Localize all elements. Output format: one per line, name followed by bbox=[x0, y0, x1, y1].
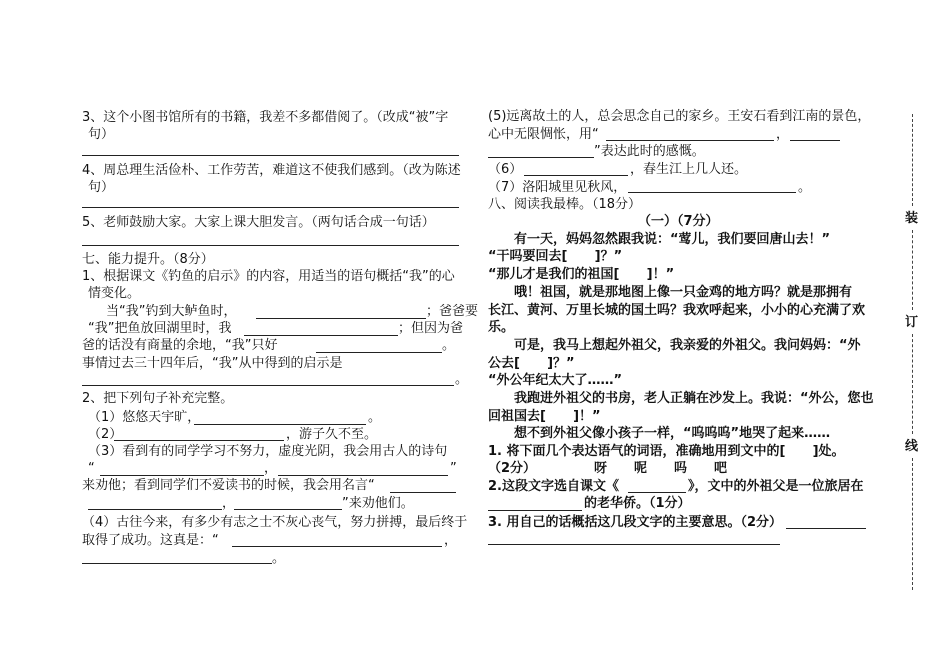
p1-line4-start: “我”把鱼放回湖里时，我 bbox=[88, 321, 232, 336]
p2-s1-start: （1）悠悠天宇旷， bbox=[88, 410, 201, 425]
p1-blank-4[interactable] bbox=[82, 385, 454, 386]
p1-line5-end: 。 bbox=[442, 338, 456, 353]
r5-text: (5)远离故土的人，总会思念自己的家乡。王安石看到江南的景色， bbox=[488, 109, 871, 124]
p2-s3-open-quote: “ bbox=[88, 461, 95, 476]
passage-para-1: 有一天，妈妈忽然跟我说：“莺儿，我们要回唐山去！” bbox=[514, 232, 831, 247]
p2-s1-blank[interactable] bbox=[194, 424, 366, 425]
p1-blank-3[interactable] bbox=[316, 352, 442, 353]
p2-title: 2、把下列句子补充完整。 bbox=[82, 391, 234, 406]
section-7-title: 七、能力提升。（8分） bbox=[82, 252, 214, 267]
passage-heading: （一）（7分） bbox=[638, 214, 719, 229]
passage-para-6: “外公年纪太大了……” bbox=[488, 373, 623, 388]
r5-blank-1[interactable] bbox=[606, 140, 774, 141]
p2-s3-line3: 来劝他；看到同学们不爱读书的时候，我会用名言“ bbox=[82, 478, 375, 493]
binding-dashed-line-3 bbox=[912, 334, 913, 434]
q5-answer-line[interactable] bbox=[82, 245, 459, 246]
passage-para-2: “干吗要回去[ ]？” bbox=[488, 249, 623, 264]
p2-s4-blank-1[interactable] bbox=[232, 546, 442, 547]
rq3-blank-1[interactable] bbox=[786, 528, 866, 529]
q3-text-cont: 句） bbox=[88, 127, 115, 142]
passage-para-5-line2: 公去[ ]？” bbox=[488, 356, 575, 371]
passage-para-4-line2: 长江、黄河、万里长城的国土吗？我欢呼起来，小小的心充满了欢 bbox=[488, 303, 866, 318]
passage-para-7-line2: 回祖国去[ ]！” bbox=[488, 409, 601, 424]
p2-s4-blank-2[interactable] bbox=[82, 563, 272, 564]
binding-char-xian: 线 bbox=[905, 439, 919, 454]
passage-para-7-line1: 我跑进外祖父的书房，老人正躺在沙发上。我说：“外公，您也 bbox=[514, 391, 874, 406]
p1-line4-end: ；但因为爸 bbox=[398, 321, 464, 336]
p2-s3-line4-comma: ， bbox=[222, 496, 236, 511]
rq2-text-end: 》，文中的外祖父是一位旅居在 bbox=[688, 479, 864, 494]
r5-text-cont: 心中无限惆怅，用“ bbox=[488, 127, 599, 142]
passage-para-3: “那儿才是我们的祖国[ ]！” bbox=[488, 267, 675, 282]
rq2-blank-place[interactable] bbox=[488, 510, 582, 511]
rq3-text: 3. 用自己的话概括这几段文字的主要意思。（2分） bbox=[488, 515, 783, 530]
binding-char-ding: 订 bbox=[905, 315, 919, 330]
q4-answer-line[interactable] bbox=[82, 207, 459, 208]
rq2-line2: 的老华侨。（1分） bbox=[584, 496, 691, 511]
r7-blank[interactable] bbox=[628, 192, 796, 193]
p1-line7-end: 。 bbox=[455, 372, 469, 387]
p2-s3-blank-2[interactable] bbox=[278, 475, 448, 476]
p2-s3-line1: （3）看到有的同学学习不努力，虚度光阴，我会用古人的诗句 bbox=[88, 444, 448, 459]
passage-para-5-line1: 可是，我马上想起外祖父，我亲爱的外祖父。我问妈妈：“外 bbox=[514, 338, 861, 353]
p2-s2-blank[interactable] bbox=[114, 440, 284, 441]
q4-text-cont: 句） bbox=[88, 180, 115, 195]
p2-s2-start: （2） bbox=[88, 427, 123, 442]
r6-text: ，春生江上几人还。 bbox=[630, 162, 748, 177]
q3-answer-line[interactable] bbox=[82, 155, 459, 156]
passage-para-8: 想不到外祖父像小孩子一样，“呜呜呜”地哭了起来…… bbox=[514, 426, 831, 441]
p2-s3-line4-end: ”来劝他们。 bbox=[342, 496, 414, 511]
r5-blank-2[interactable] bbox=[790, 140, 840, 141]
p1-prompt: 1、根据课文《钓鱼的启示》的内容，用适当的语句概括“我”的心 bbox=[82, 269, 455, 284]
p1-prompt-cont: 情变化。 bbox=[88, 286, 141, 301]
q3-text: 3、这个小图书馆所有的书籍，我差不多都借阅了。（改成“被”字 bbox=[82, 110, 449, 125]
p1-line6: 事情过去三十四年后，“我”从中得到的启示是 bbox=[82, 356, 343, 371]
p2-s3-blank-1[interactable] bbox=[100, 475, 264, 476]
p1-blank-1[interactable] bbox=[256, 318, 426, 319]
rq3-blank-2[interactable] bbox=[488, 544, 780, 545]
p2-s3-blank-5[interactable] bbox=[234, 509, 342, 510]
section-8-title: 八、阅读我最棒。（18分） bbox=[488, 197, 642, 212]
rq2-text-start: 2.这段文字选自课文《 bbox=[488, 479, 619, 494]
q4-text: 4、周总理生活俭朴、工作劳苦，难道这不使我们感到。（改为陈述 bbox=[82, 163, 461, 178]
r7-end: 。 bbox=[798, 180, 812, 195]
binding-dashed-line-1 bbox=[912, 114, 913, 206]
r5-line3: ”表达此时的感慨。 bbox=[594, 144, 705, 159]
p1-line3-end: ；爸爸要 bbox=[426, 304, 479, 319]
rq1-score: （2分） bbox=[488, 461, 537, 476]
p2-s4-end: 。 bbox=[272, 551, 286, 566]
q5-text: 5、老师鼓励大家。大家上课大胆发言。（两句话合成一句话） bbox=[82, 215, 435, 230]
p1-line3-start: 当“我”钓到大鲈鱼时， bbox=[106, 304, 237, 319]
p2-s1-end: 。 bbox=[368, 410, 382, 425]
rq1-word-3: 吗 bbox=[674, 461, 688, 476]
rq1-text: 1. 将下面几个表达语气的词语，准确地用到文中的[ ]处。 bbox=[488, 444, 845, 459]
binding-dashed-line-2 bbox=[912, 230, 913, 310]
r5-comma: ， bbox=[776, 127, 790, 142]
p1-line5-start: 爸的话没有商量的余地，“我”只好 bbox=[82, 338, 278, 353]
p2-s3-blank-3[interactable] bbox=[390, 492, 456, 493]
rq1-word-4: 吧 bbox=[714, 461, 728, 476]
p2-s3-blank-4[interactable] bbox=[88, 509, 222, 510]
r6-label: （6） bbox=[488, 162, 523, 177]
p2-s2-end: ，游子久不至。 bbox=[286, 427, 378, 442]
rq2-blank-title[interactable] bbox=[628, 492, 686, 493]
rq1-word-2: 呢 bbox=[634, 461, 648, 476]
r6-blank[interactable] bbox=[524, 175, 628, 176]
p2-s4-comma: ， bbox=[444, 533, 458, 548]
p1-blank-2[interactable] bbox=[244, 335, 398, 336]
p2-s4-line2: 取得了成功。这真是：“ bbox=[82, 533, 219, 548]
p2-s3-comma: ， bbox=[264, 461, 278, 476]
binding-dashed-line-4 bbox=[912, 458, 913, 590]
passage-para-4-line3: 乐。 bbox=[488, 320, 515, 335]
r5-blank-3[interactable] bbox=[488, 157, 594, 158]
binding-char-zhuang: 装 bbox=[905, 211, 919, 226]
p2-s3-close-quote: ” bbox=[450, 461, 457, 476]
rq1-word-1: 呀 bbox=[594, 461, 608, 476]
p2-s4-line1: （4）古往今来，有多少有志之士不灰心丧气，努力拼搏，最后终于 bbox=[82, 515, 468, 530]
r7-text: （7）洛阳城里见秋风， bbox=[488, 180, 627, 195]
passage-para-4-line1: 哦！祖国，就是那地图上像一只金鸡的地方吗？就是那拥有 bbox=[514, 285, 853, 300]
